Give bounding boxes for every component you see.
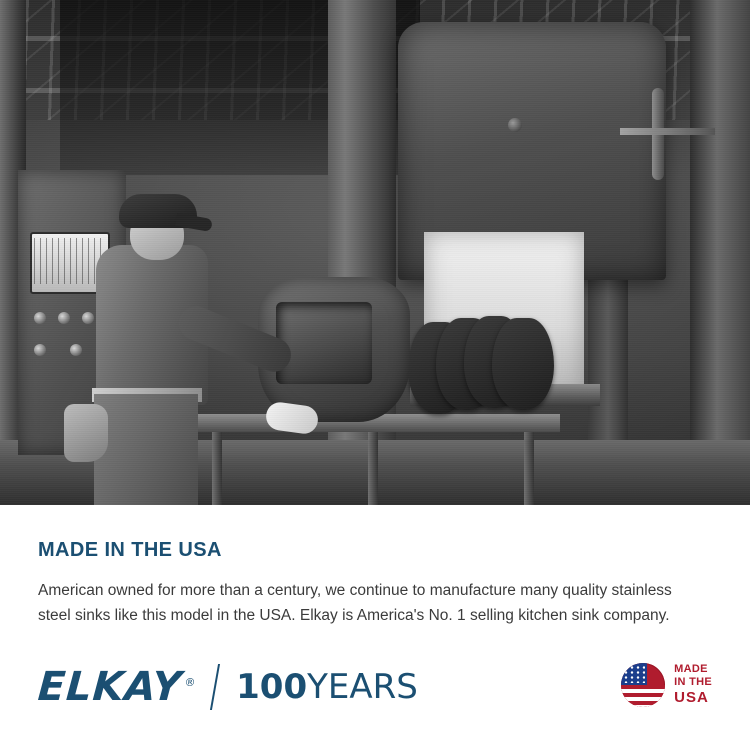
flag-stars — [623, 665, 645, 683]
anniversary-word: YEARS — [307, 667, 418, 707]
anniversary-number: 100 — [236, 667, 308, 707]
sink-blank — [492, 318, 554, 410]
elkay-wordmark-text: ELKAY — [36, 664, 184, 710]
right-structural-column — [690, 0, 750, 505]
worker-pants — [94, 394, 198, 505]
control-knob — [34, 312, 46, 324]
badge-line-3: USA — [674, 689, 709, 707]
furnace-lift-arm — [620, 128, 715, 135]
made-in-usa-text — [674, 663, 712, 707]
elkay-wordmark — [36, 664, 198, 710]
gauge-chart-lines — [34, 238, 102, 284]
badge-line-1: MADE — [674, 663, 708, 676]
page-title: MADE IN THE USA — [38, 539, 222, 561]
registered-trademark-symbol: ® — [184, 675, 197, 689]
anniversary-mark — [236, 667, 418, 707]
body-paragraph: American owned for more than a century, we continue to manufacture many quality stainless steel sinks like this model in the USA. Elkay is America's No. 1 selling kitchen sink company. — [38, 582, 672, 625]
control-knob — [82, 312, 94, 324]
logo-divider — [210, 664, 220, 710]
badge-line-2: IN THE — [674, 676, 712, 689]
made-in-usa-badge — [621, 663, 712, 707]
footer-brand-row — [0, 645, 750, 750]
control-knob — [34, 344, 46, 356]
work-table-leg — [212, 432, 222, 505]
sink-basin — [276, 302, 372, 384]
flag-stripes — [621, 685, 665, 707]
worker-hanging-rag — [64, 404, 108, 462]
elkay-logo — [38, 661, 418, 713]
control-knob — [58, 312, 70, 324]
usa-flag-circle-icon — [621, 663, 665, 707]
work-table-leg — [368, 432, 378, 505]
work-table-leg — [524, 432, 534, 505]
furnace-bolt — [508, 118, 522, 132]
control-knob — [70, 344, 82, 356]
